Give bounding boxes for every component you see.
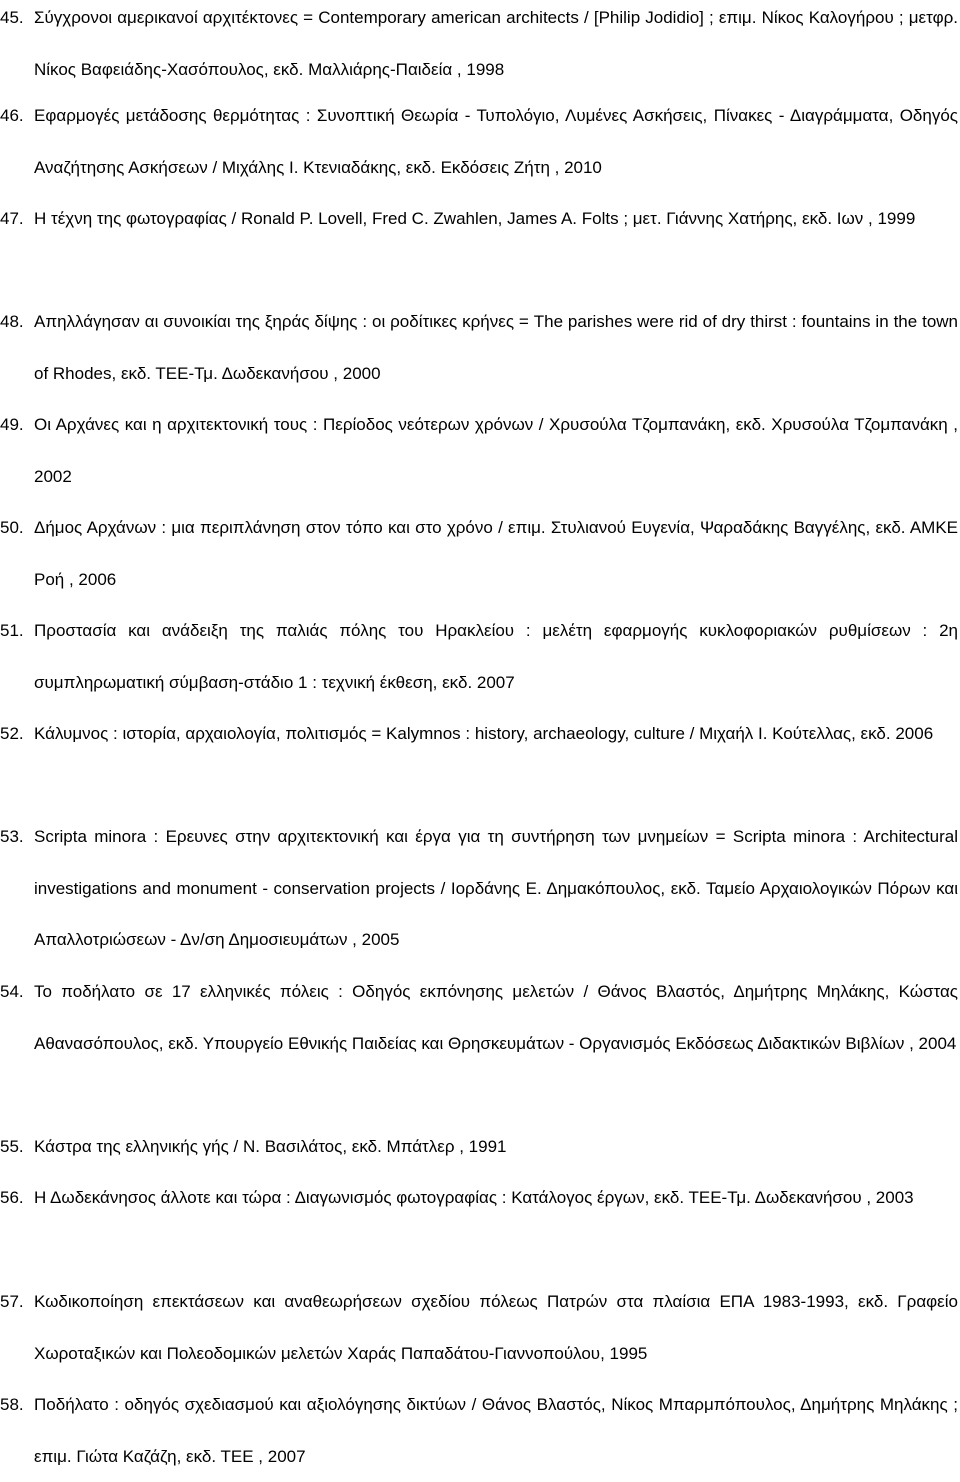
entry-text: Η τέχνη της φωτογραφίας / Ronald P. Lovell, Fred C. Zwahlen, James A. Folts ; μετ. Γιάννης Χατήρης, εκδ. Ιων , 1999 [34, 209, 916, 228]
entry-number: 49. [0, 415, 24, 434]
entry-text: Η Δωδεκάνησος άλλοτε και τώρα : Διαγωνισμός φωτογραφίας : Κατάλογος έργων, εκδ. ΤΕΕ-Τμ. Δωδεκανήσου , 2003 [34, 1188, 914, 1207]
entry-text: Κάλυμνος : ιστορία, αρχαιολογία, πολιτισμός = Kalymnos : history, archaeology, culture / Μιχαήλ Ι. Κούτελλας, εκδ. 2006 [34, 724, 934, 743]
bibliography-entry-50 [0, 502, 958, 605]
entry-number: 47. [0, 209, 24, 228]
entry-text: Προστασία και ανάδειξη της παλιάς πόλης του Ηρακλείου : μελέτη εφαρμογής κυκλοφοριακών ρυθμίσεων : 2η συμπληρωματική σύμβαση-στάδιο 1 : τεχνική έκθεση, εκδ. 2007 [34, 621, 958, 692]
entry-text: Εφαρμογές μετάδοσης θερμότητας : Συνοπτική Θεωρία - Τυπολόγιο, Λυμένες Ασκήσεις, Πίνακες - Διαγράμματα, Οδηγός Αναζήτησης Ασκήσεων / Μιχάλης Ι. Κτενιαδάκης, εκδ. Εκδόσεις Ζήτη , 2010 [34, 106, 958, 177]
entry-text: Οι Αρχάνες και η αρχιτεκτονική τους : Περίοδος νεότερων χρόνων / Χρυσούλα Τζομπανάκη, εκδ. Χρυσούλα Τζομπανάκη , 2002 [34, 415, 958, 486]
entry-number: 55. [0, 1137, 24, 1156]
bibliography-entry-51 [0, 605, 958, 708]
entry-number: 51. [0, 621, 24, 640]
bibliography-entry-52 [0, 708, 958, 760]
entry-text: Scripta minora : Ερευνες στην αρχιτεκτονική και έργα για τη συντήρηση των μνημείων = Scripta minora : Architectural investigations and monument - conservation projects / Ιορδάνης Ε. Δημακόπουλος, εκδ. Ταμείο Αρχαιολογικών Πόρων και Απαλλοτριώσεων - Δν/ση Δημοσιευμάτων , 2005 [34, 827, 958, 950]
entry-number: 52. [0, 724, 24, 743]
entry-number: 46. [0, 106, 24, 125]
entry-number: 48. [0, 312, 24, 331]
bibliography-entry-57 [0, 1276, 958, 1379]
entry-number: 45. [0, 8, 24, 27]
entry-text: Δήμος Αρχάνων : μια περιπλάνηση στον τόπο και στο χρόνο / επιμ. Στυλιανού Ευγενία, Ψαραδάκης Βαγγέλης, εκδ. ΑΜΚΕ Ροή , 2006 [34, 518, 958, 589]
bibliography-entry-48 [0, 296, 958, 399]
bibliography-entry-49 [0, 399, 958, 502]
bibliography-entry-58 [0, 1379, 958, 1482]
entry-text: Απηλλάγησαν αι συνοικίαι της ξηράς δίψης : οι ροδίτικες κρήνες = The parishes were rid of dry thirst : fountains in the town of Rhodes, εκδ. ΤΕΕ-Τμ. Δωδεκανήσου , 2000 [34, 312, 958, 383]
entry-text: Σύγχρονοι αμερικανοί αρχιτέκτονες = Contemporary american architects / [Philip Jodidio] ; επιμ. Νίκος Καλογήρου ; μετφρ. Νίκος Βαφειάδης-Χασόπουλος, εκδ. Μαλλιάρης-Παιδεία , 1998 [34, 8, 958, 79]
entry-number: 53. [0, 827, 24, 846]
bibliography-entry-56 [0, 1172, 958, 1224]
entry-number: 56. [0, 1188, 24, 1207]
bibliography-entry-47 [0, 193, 958, 245]
entry-text: Κάστρα της ελληνικής γής / Ν. Βασιλάτος, εκδ. Μπάτλερ , 1991 [34, 1137, 507, 1156]
entry-text: Το ποδήλατο σε 17 ελληνικές πόλεις : Οδηγός εκπόνησης μελετών / Θάνος Βλαστός, Δημήτρης Μηλάκης, Κώστας Αθανασόπουλος, εκδ. Υπουργείο Εθνικής Παιδείας και Θρησκευμάτων - Οργανισμός Εκδόσεως Διδακτικών Βιβλίων , 2004 [34, 982, 958, 1053]
entry-number: 50. [0, 518, 24, 537]
bibliography-entry-54 [0, 966, 958, 1069]
entry-number: 54. [0, 982, 24, 1001]
entry-text: Ποδήλατο : οδηγός σχεδιασμού και αξιολόγησης δικτύων / Θάνος Βλαστός, Νίκος Μπαρμπόπουλος, Δημήτρης Μηλάκης ; επιμ. Γιώτα Καζάζη, εκδ. ΤΕΕ , 2007 [34, 1395, 958, 1466]
bibliography-entry-55 [0, 1121, 958, 1173]
entry-text: Κωδικοποίηση επεκτάσεων και αναθεωρήσεων σχεδίου πόλεως Πατρών στα πλαίσια ΕΠΑ 1983-1993, εκδ. Γραφείο Χωροταξικών και Πολεοδομικών μελετών Χαράς Παπαδάτου-Γιαννοπούλου, 1995 [34, 1292, 958, 1363]
bibliography-entry-46 [0, 90, 958, 193]
bibliography-entry-45 [0, 0, 958, 95]
entry-number: 57. [0, 1292, 24, 1311]
entry-number: 58. [0, 1395, 24, 1414]
bibliography-entry-53 [0, 811, 958, 966]
